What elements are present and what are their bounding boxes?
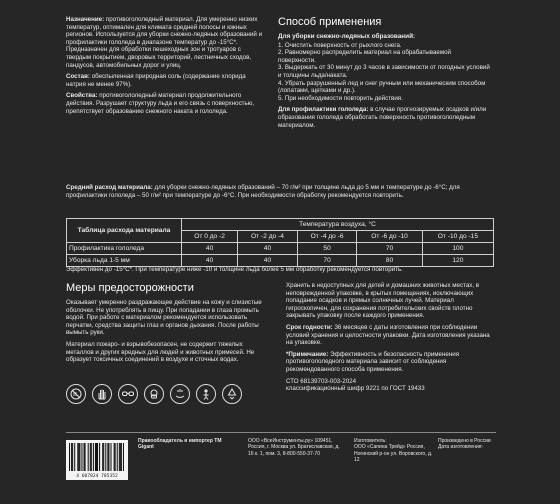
barcode-bar xyxy=(72,443,73,471)
classification-cipher: классификационный шифр 9221 по ГОСТ 19433 xyxy=(286,385,425,393)
barcode-bar xyxy=(71,443,72,471)
table-cell: 40 xyxy=(182,243,238,255)
barcode-bar xyxy=(69,443,70,471)
top-section xyxy=(66,16,490,133)
barcode-bar xyxy=(91,443,92,471)
storage-column xyxy=(286,282,496,393)
note-label: *Примечание: xyxy=(286,350,329,358)
manufacturer-block xyxy=(354,438,434,464)
table-column-header: От -6 до -10 xyxy=(357,231,422,243)
consumption-paragraph xyxy=(66,184,496,199)
barcode-bar xyxy=(115,443,116,471)
table-row xyxy=(67,243,494,255)
table-cell: 40 xyxy=(238,255,298,267)
step-item: 4. Убрать разрушенный лед и снег ручным или механическим способом (лопатами, щетками и др.). xyxy=(278,79,486,95)
barcode-bar xyxy=(108,443,109,471)
barcode-bar xyxy=(74,443,75,471)
recycle-icon xyxy=(222,384,242,404)
step-item: 5. При необходимости повторить действия. xyxy=(278,94,403,102)
note-text: Эффективность и безопасность применения противогололедного материала зависит от соблюдения рекомендованного способа применения. xyxy=(286,350,460,373)
barcode-bar xyxy=(78,443,79,471)
barcode-bar xyxy=(110,443,111,471)
table-head-left: Таблица расхода материала xyxy=(67,219,182,243)
precautions-paragraph: Оказывает умеренно раздражающее действие на кожу и слизистые оболочки. Не употреблять в пищу. При попадании в глаза промыть водой. При работе с материалом рекомендуется использовать перчатки, средства защиты глаз и органов дыхания. После работы вымыть руки. xyxy=(66,299,262,337)
barcode-bar xyxy=(77,443,78,471)
usage-subtitle-ice: Для уборки снежно-ледяных образований: xyxy=(278,33,416,40)
precautions-title: Меры предосторожности xyxy=(66,282,194,294)
step-item: 2. Равномерно распределить материал на обрабатываемой поверхности. xyxy=(278,49,451,64)
footer-divider xyxy=(66,432,496,433)
barcode-bar xyxy=(90,443,91,471)
manufacturer-text: ООО «Сапина Трейд» Россия, Ногинский р-он ул. Воровского, д. 12 xyxy=(354,444,433,464)
purpose-paragraph xyxy=(66,16,264,69)
barcode-bar xyxy=(102,443,103,471)
note-paragraph xyxy=(286,351,496,374)
table-row xyxy=(67,255,494,267)
barcode-bar xyxy=(97,443,98,471)
usage-title: Способ применения xyxy=(278,16,382,28)
prevention-text: в случае прогнозируемых осадков и/или образования гололеда обработать поверхность противогололедным материалом. xyxy=(278,106,487,129)
table-cell: 100 xyxy=(422,243,493,255)
table-cell: 40 xyxy=(182,255,238,267)
table-cell: 120 xyxy=(422,255,493,267)
consumption-text: для уборки снежно-ледяных образований – 70 г/м² при толщине льда до 5 мм и температуре до -6°С; для профилактики гололеда – 50 г/м² при температуре до -6°С. При необходимости обработку рекомендуется повторить. xyxy=(66,184,460,199)
step-item: 1. Очистить поверхность от рыхлого снега. xyxy=(278,41,402,49)
table-cell: 70 xyxy=(357,243,422,255)
barcode-bar xyxy=(96,443,97,471)
table-column-header: От 0 до -2 xyxy=(182,231,238,243)
table-cell: 40 xyxy=(238,243,298,255)
pictogram-row xyxy=(66,384,242,404)
barcode-number: 4 607824 785352 xyxy=(76,474,118,479)
barcode-bar xyxy=(85,443,86,471)
barcode-bar xyxy=(95,443,96,471)
barcode-bars xyxy=(69,443,125,471)
barcode-bar xyxy=(79,443,80,471)
rights-holder-address: ООО «ВсеИнструменты.ру» 109451, Россия, г. Москва ул. Братиславская, д. 16 к. 1, пом. 3, 8-800-550-37-70 xyxy=(248,438,340,457)
barcode-bar xyxy=(107,443,108,471)
goggles-icon xyxy=(118,384,138,404)
table-column-header: От -2 до -4 xyxy=(238,231,298,243)
precautions-column xyxy=(66,282,266,393)
barcode-bar xyxy=(105,443,106,471)
respirator-icon xyxy=(144,384,164,404)
consumption-table xyxy=(66,218,494,267)
origin-block: Произведено в России Дата изготовления: xyxy=(438,438,491,451)
table-column-header: От -10 до -15 xyxy=(422,231,493,243)
rights-holder-block xyxy=(138,438,238,451)
barcode-bar xyxy=(88,443,89,471)
no-eating-icon xyxy=(66,384,86,404)
prevention-label: Для профилактики гололеда: xyxy=(278,106,369,114)
wash-hands-icon xyxy=(170,384,190,404)
barcode-bar xyxy=(123,443,124,471)
rights-holder-title: Правообладатель и импортер ТМ Gigant xyxy=(138,438,222,451)
barcode-bar xyxy=(93,443,94,471)
effective-note: Эффективен до -15°С*. При температуре ниже -10 и толщине льда более 5 мм обработку рекомендуется повторить. xyxy=(66,266,403,273)
shelf-life-paragraph xyxy=(286,324,496,347)
child-safety-icon xyxy=(196,384,216,404)
storage-paragraph: Хранить в недоступных для детей и домашних животных местах, в неповрежденной упаковке, в крытых помещениях, исключающих попадание осадков и прямых солнечных лучей. Материал гигроскопичен, для сохранения потребительских свойств плотно закрывать упаковку после каждого применения. xyxy=(286,282,480,320)
standard-code: СТО 68139703-003-2024 xyxy=(286,377,357,385)
description-column xyxy=(66,16,264,133)
table-row-label: Уборка льда 1-5 мм xyxy=(67,255,182,267)
prevention-paragraph xyxy=(278,106,490,129)
manufacturer-title: Изготовитель: xyxy=(354,438,387,444)
glove-icon xyxy=(92,384,112,404)
composition-paragraph xyxy=(66,73,264,88)
barcode-bar xyxy=(117,443,118,471)
barcode-bar xyxy=(99,443,100,471)
barcode-bar xyxy=(84,443,85,471)
table-cell: 70 xyxy=(297,255,357,267)
properties-label: Свойства: xyxy=(66,92,98,100)
barcode xyxy=(66,440,128,480)
shelf-life-label: Срок годности: xyxy=(286,323,333,331)
barcode-bar xyxy=(103,443,104,471)
barcode-bar xyxy=(119,443,120,471)
properties-paragraph xyxy=(66,92,264,115)
step-item: 3. Выдержать от 30 минут до 3 часов в зависимости от погодных условий и толщины льда/наката. xyxy=(278,64,490,79)
barcode-bar xyxy=(114,443,115,471)
barcode-bar xyxy=(120,443,121,471)
consumption-label: Средний расход материала: xyxy=(66,184,153,191)
table-cell: 50 xyxy=(297,243,357,255)
properties-text: противогололедный материал продолжительного действия. Разрушает структуру льда и его связь с поверхностью, препятствует образованию снежного наката и гололеда. xyxy=(66,92,255,115)
table-cell: 80 xyxy=(357,255,422,267)
table-column-header: От -4 до -6 xyxy=(297,231,357,243)
composition-label: Состав: xyxy=(66,73,90,81)
purpose-label: Назначение: xyxy=(66,16,105,23)
table-row-label: Профилактика гололеда xyxy=(67,243,182,255)
table-head-temp: Температура воздуха, °С xyxy=(182,219,494,231)
composition-text: обеспыленная природная соль (содержание хлорида натрия не менее 97%). xyxy=(66,73,246,88)
barcode-bar xyxy=(121,443,122,471)
purpose-text: противогололедный материал. Для умеренно низких температур, оптимален для климата средней полосы и южных регионов. Используется для уборки снежно-ледяных образований и профилактики гололеда в диапазоне температур до -15°С*. Предназначен для обработки пешеходных зон и тротуаров с твердым покрытием, дворовых территорий, лестничных сходов, пандусов, автомобильных дорог и улиц. xyxy=(66,16,263,69)
shelf-life-text: 36 месяцев с даты изготовления при соблюдении условий хранения и целостности упаковки. Дата изготовления указана на упаковке. xyxy=(286,323,490,347)
usage-column xyxy=(278,16,490,133)
bottom-section xyxy=(66,282,496,393)
barcode-bar xyxy=(81,443,82,471)
safety-paragraph: Материал пожаро- и взрывобезопасен, не содержит тяжелых металлов и других вредных для людей и животных примесей. Не образует токсичных соединений в воздухе и сточных водах. xyxy=(66,340,255,364)
